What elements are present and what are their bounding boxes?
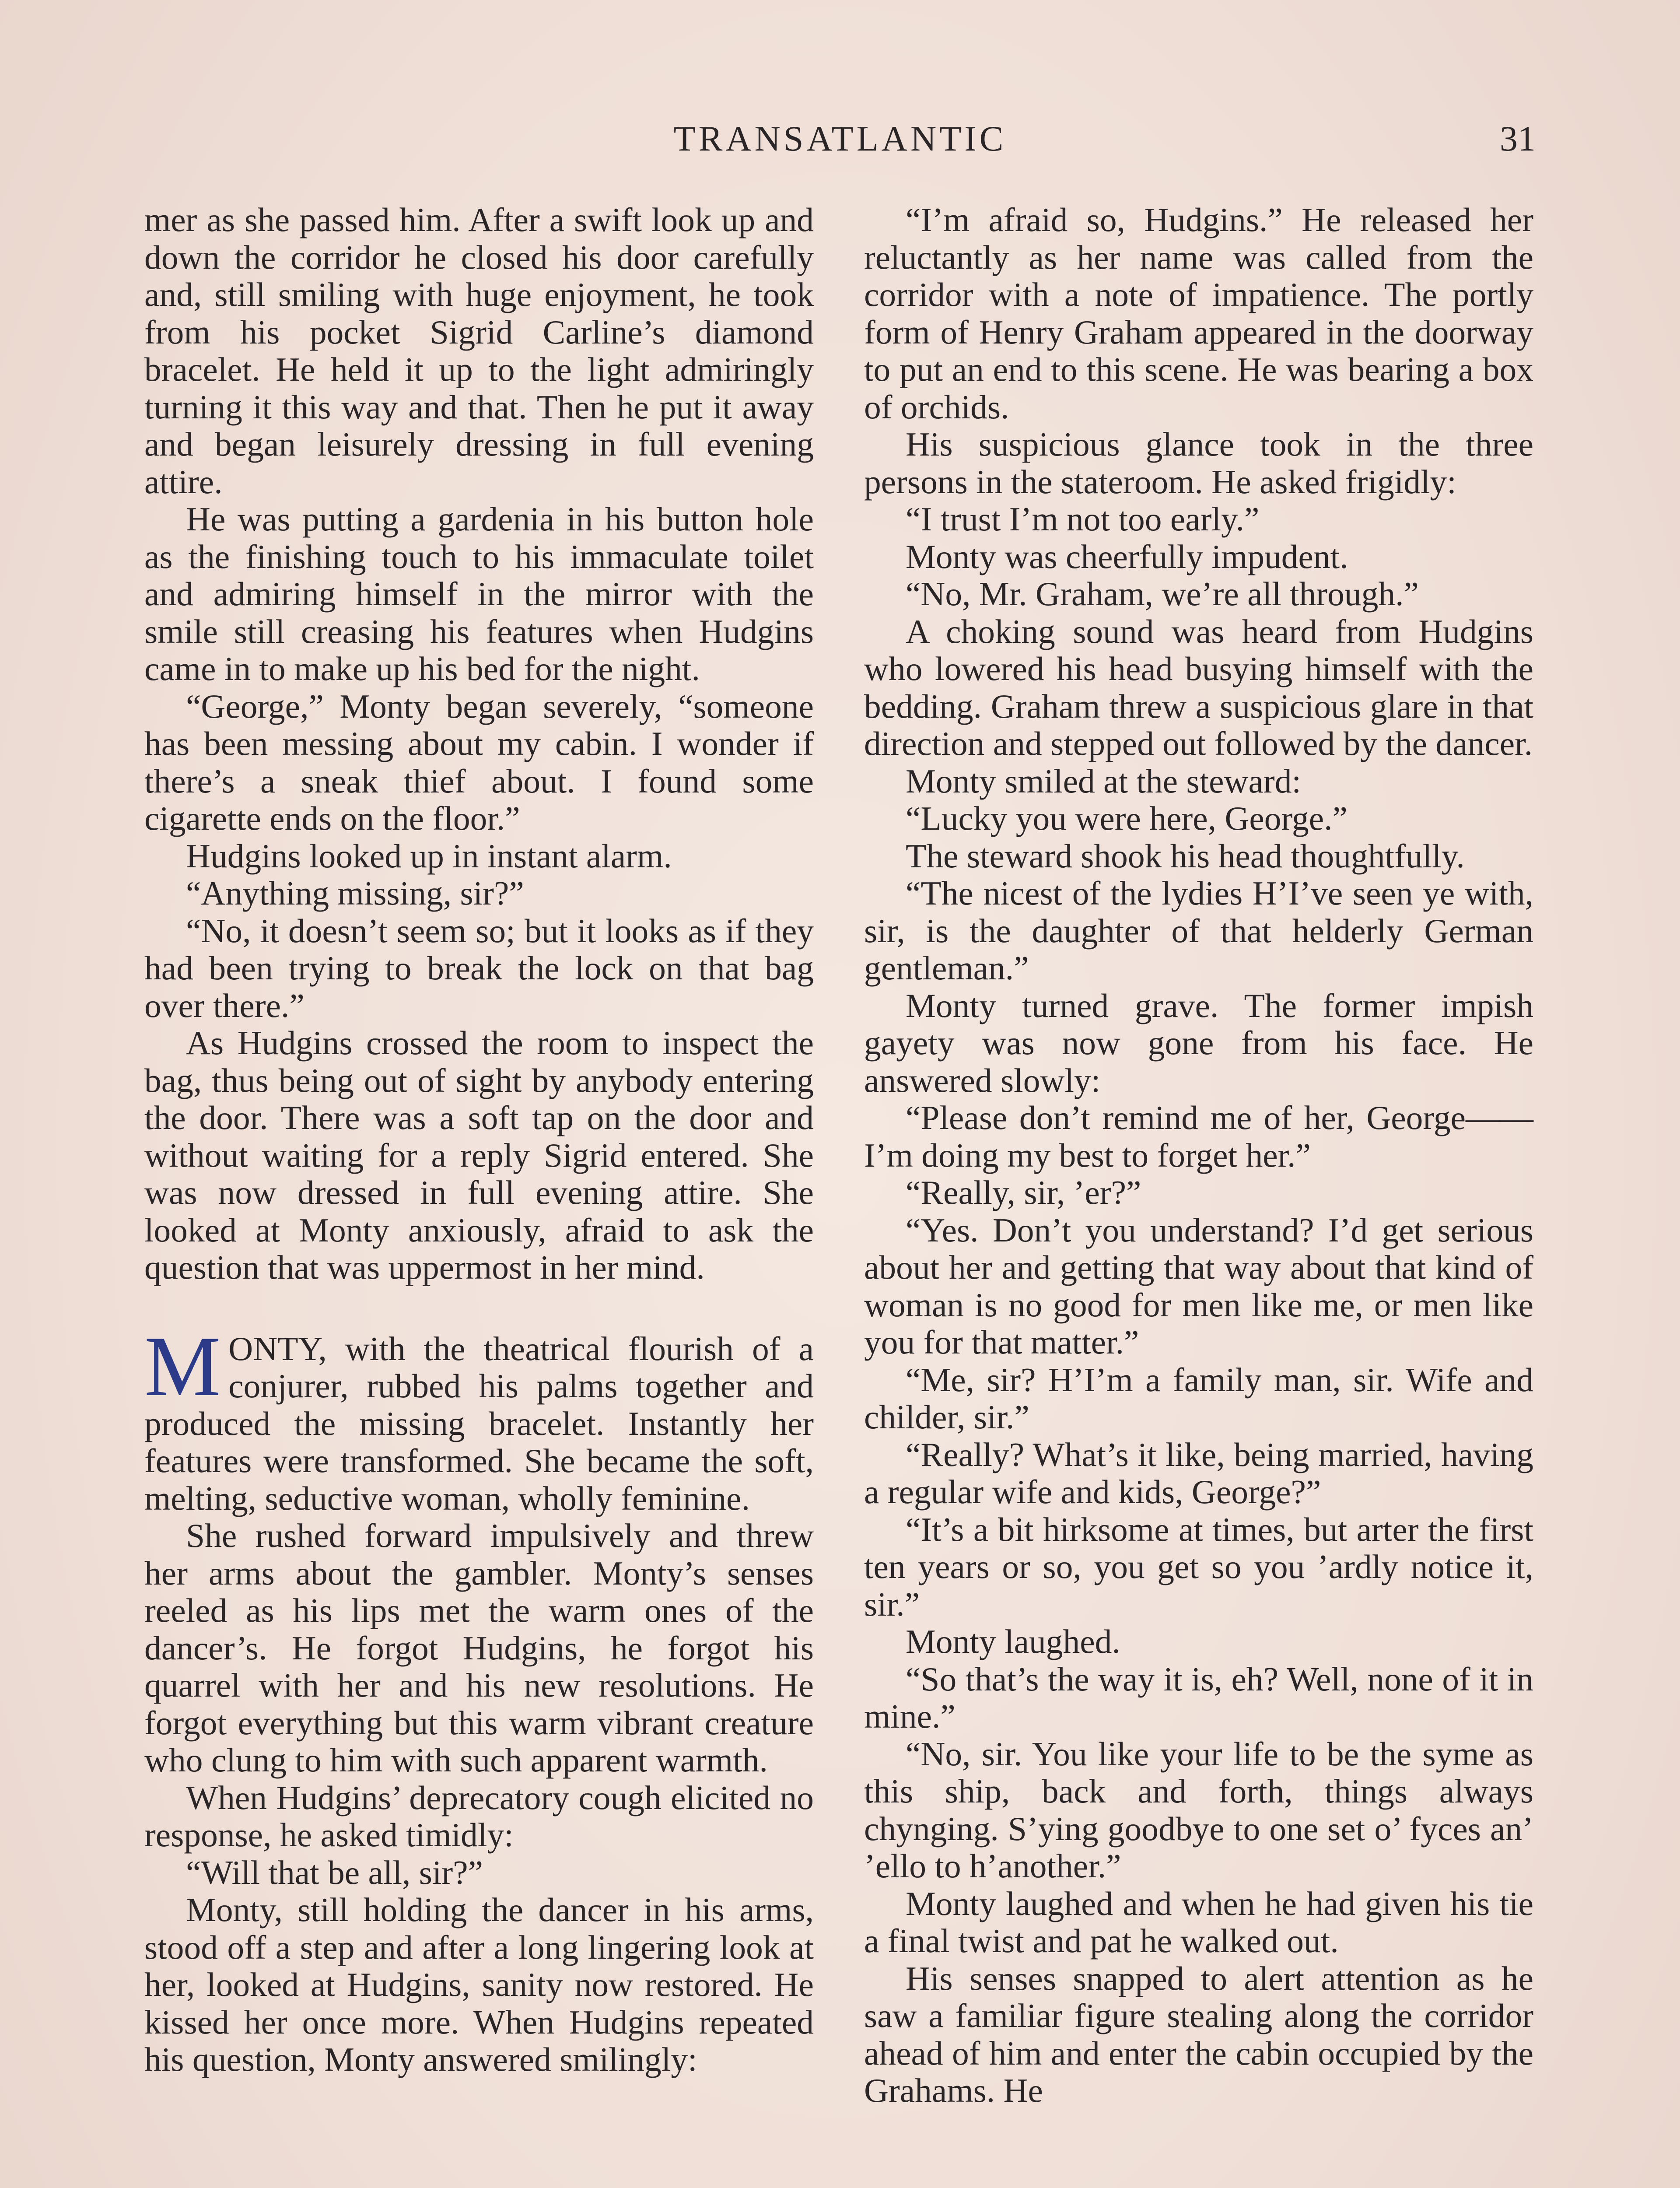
paragraph: “Really, sir, ’er?” xyxy=(906,1174,1141,1211)
paragraph: When Hudgins’ deprecatory cough elicited no response, he asked timidly: xyxy=(144,1778,814,1854)
paragraph: “It’s a bit hirksome at times, but arter the first ten years or so, you get so you ’ardly notice it, sir.” xyxy=(864,1510,1533,1623)
page-number: 31 xyxy=(1500,119,1536,158)
paragraph: Hudgins looked up in instant alarm. xyxy=(186,837,672,875)
paragraph: “Will that be all, sir?” xyxy=(186,1853,483,1891)
paragraph: “So that’s the way it is, eh? Well, none of it in mine.” xyxy=(864,1660,1533,1735)
paragraph: “Me, sir? H’I’m a family man, sir. Wife and childer, sir.” xyxy=(864,1360,1533,1436)
section-opening-paragraph xyxy=(144,1318,814,1518)
paragraph: Monty was cheerfully impudent. xyxy=(906,537,1348,575)
paragraph: “Anything missing, sir?” xyxy=(186,874,524,912)
paragraph: “I trust I’m not too early.” xyxy=(906,500,1260,538)
paragraph: “No, sir. You like your life to be the syme as this ship, back and forth, things always chynging. S’ying goodbye to one set o’ fyces an’ ’ello to h’another.” xyxy=(864,1735,1533,1885)
paragraph: His senses snapped to alert attention as he saw a familiar figure stealing along the corridor ahead of him and enter the cabin occupied by the Grahams. He xyxy=(864,1959,1533,2109)
page-header xyxy=(144,118,1536,166)
paragraph: Monty turned grave. The former impish gayety was now gone from his face. He answered slowly: xyxy=(864,986,1533,1099)
paragraph: A choking sound was heard from Hudgins who lowered his head busying himself with the bedding. Graham threw a suspicious glare in that direction and stepped out followed by the dancer. xyxy=(864,612,1533,762)
paragraph: “George,” Monty began severely, “someone has been messing about my cabin. I wonder if there’s a sneak thief about. I found some cigarette ends on the floor.” xyxy=(144,687,814,837)
paragraph: “No, Mr. Graham, we’re all through.” xyxy=(906,575,1419,613)
section-opening-text: ONTY, with the theatrical flourish of a conjurer, rubbed his palms together and produced the missing bracelet. Instantly her features were transformed. She became the soft, melting, seductive woman, wholly feminine. xyxy=(144,1329,814,1517)
paragraph: mer as she passed him. After a swift look up and down the corridor he closed his door carefully and, still smiling with huge enjoyment, he took from his pocket Sigrid Carline’s diamond bracelet. He held it up to the light admiringly turning it this way and that. Then he put it away and began leisurely dressing in full evening attire. xyxy=(144,201,814,501)
paragraph: “The nicest of the lydies H’I’ve seen ye with, sir, is the daughter of that helderly German gentleman.” xyxy=(864,874,1533,987)
paragraph: “Really? What’s it like, being married, having a regular wife and kids, George?” xyxy=(864,1435,1533,1511)
paragraph: “I’m afraid so, Hudgins.” He released her reluctantly as her name was called from the corridor with a note of impatience. The portly form of Henry Graham appeared in the doorway to put an end to this scene. He was bearing a box of orchids. xyxy=(864,201,1533,426)
paragraph: As Hudgins crossed the room to inspect the bag, thus being out of sight by anybody entering the door. There was a soft tap on the door and without waiting for a reply Sigrid entered. She was now dressed in full evening attire. She looked at Monty anxiously, afraid to ask the question that was uppermost in her mind. xyxy=(144,1024,814,1286)
paragraph: He was putting a gardenia in his button hole as the finishing touch to his immaculate toilet and admiring himself in the mirror with the smile still creasing his features when Hudgins came in to make up his bed for the night. xyxy=(144,500,814,687)
paragraph: She rushed forward impulsively and threw her arms about the gambler. Monty’s senses reeled as his lips met the warm ones of the dancer’s. He forgot Hudgins, he forgot his quarrel with her and his new resolutions. He forgot everything but this warm vibrant creature who clung to him with such apparent warmth. xyxy=(144,1517,814,1779)
paragraph: “Please don’t remind me of her, George——I’m doing my best to forget her.” xyxy=(864,1099,1533,1174)
paragraph: Monty laughed. xyxy=(906,1623,1120,1660)
right-column xyxy=(864,201,1533,2110)
left-column xyxy=(144,201,814,2079)
paragraph: His suspicious glance took in the three persons in the stateroom. He asked frigidly: xyxy=(864,425,1533,501)
paragraph: “Yes. Don’t you understand? I’d get serious about her and getting that way about that kind of woman is no good for men like me, or men like you for that matter.” xyxy=(864,1211,1533,1361)
paragraph: “No, it doesn’t seem so; but it looks as if they had been trying to break the lock on that bag over there.” xyxy=(144,912,814,1024)
paragraph: Monty, still holding the dancer in his arms, stood off a step and after a long lingering look at her, looked at Hudgins, sanity now restored. He kissed her once more. When Hudgins repeated his question, Monty answered smilingly: xyxy=(144,1891,814,2078)
drop-cap: M xyxy=(144,1318,221,1414)
running-head: TRANSATLANTIC xyxy=(673,119,1007,158)
paragraph: Monty smiled at the steward: xyxy=(906,762,1302,800)
paragraph: The steward shook his head thoughtfully. xyxy=(906,837,1465,875)
paragraph: “Lucky you were here, George.” xyxy=(906,799,1348,837)
paragraph: Monty laughed and when he had given his tie a final twist and pat he walked out. xyxy=(864,1884,1533,1960)
